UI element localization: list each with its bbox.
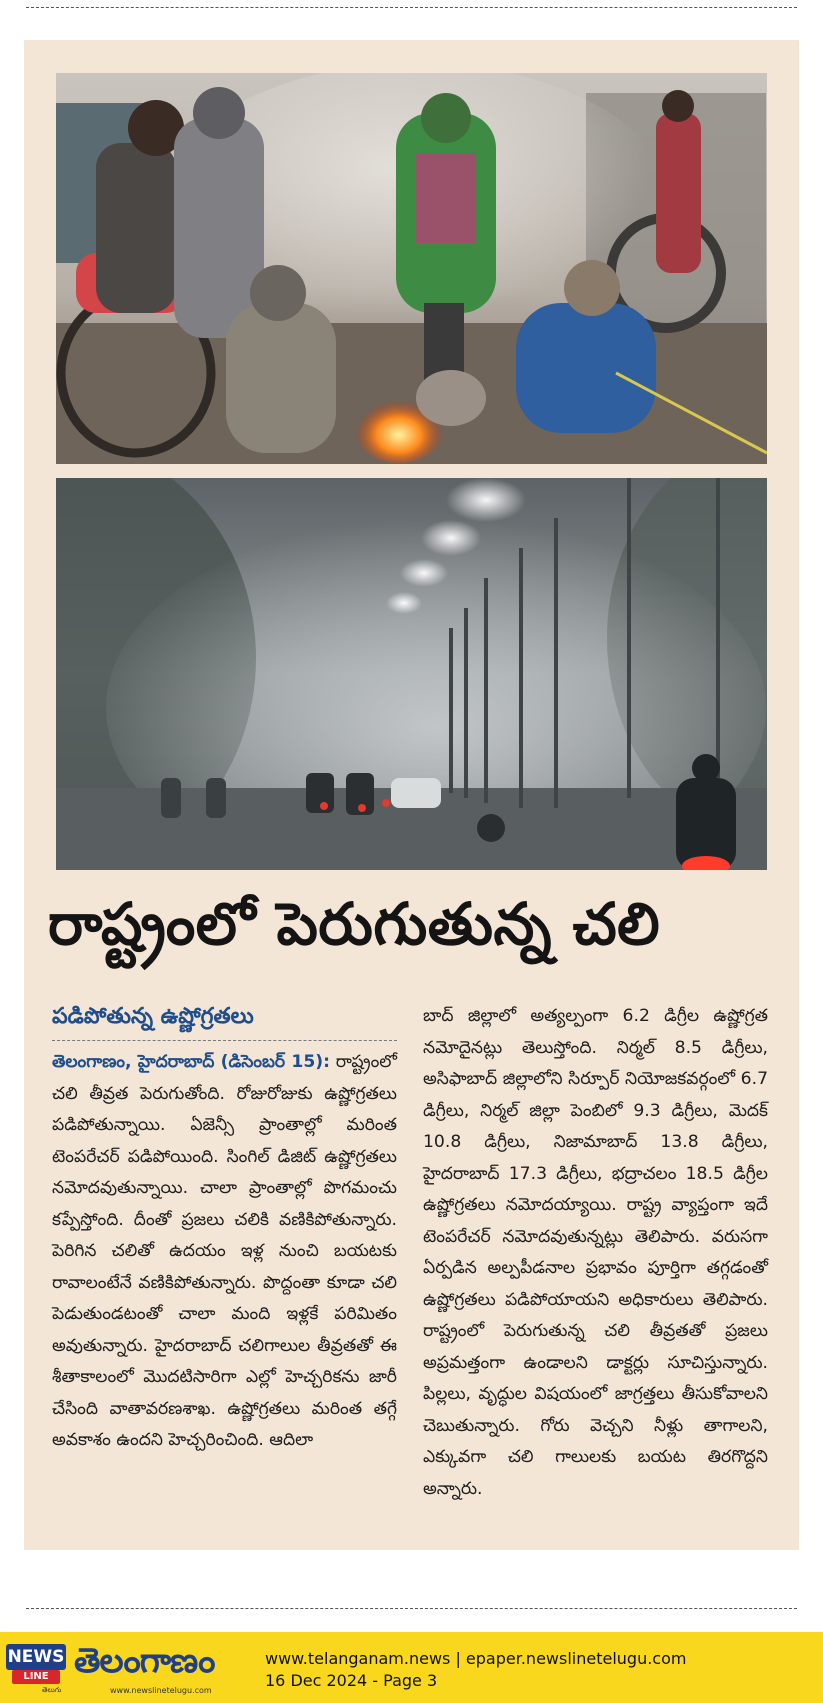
article-headline: రాష్ట్రంలో పెరుగుతున్న చలి (48, 890, 661, 958)
photo-foggy-road (56, 478, 767, 870)
photo-people-around-fire (56, 73, 767, 464)
brand-url: www.newslinetelugu.com (110, 1686, 212, 1695)
bottom-dashed-divider (26, 1608, 797, 1609)
article-column-right (423, 1001, 768, 1505)
right-column-text (423, 1001, 768, 1505)
footer-date-page: 16 Dec 2024 - Page 3 (265, 1671, 438, 1690)
footer-bar (0, 1632, 823, 1703)
dateline: తెలంగాణం, హైదరాబాద్ (డిసెంబర్ 15): (52, 1052, 331, 1072)
logo-subtitle: తెలుగు (42, 1686, 62, 1694)
left-column-text (52, 1047, 397, 1457)
logo-news-text: NEWS (6, 1644, 66, 1670)
article-subheading: పడిపోతున్న ఉష్ణోగ్రతలు (52, 1000, 397, 1041)
left-paragraph (52, 1047, 397, 1457)
article-card (24, 40, 799, 1550)
top-dashed-divider (26, 7, 797, 8)
footer-websites: www.telanganam.news | epaper.newslinetelugu.com (265, 1649, 687, 1668)
newsline-logo (6, 1644, 66, 1692)
telanganam-brand: తెలంగాణం (74, 1641, 215, 1681)
right-body: బాద్ జిల్లాలో అత్యల్పంగా 6.2 డిగ్రీల ఉష్ణోగ్రత నమోదైనట్లు తెలుస్తోంది. నిర్మల్ 8.5 డిగ్రీలు, అసిఫాబాద్ జిల్లాలోని సిర్పూర్ నియోజకవర్గంలో 6.7 డిగ్రీలు, నిర్మల్ జిల్లా పెంబిలో 9.3 డిగ్రీలు, మెదక్ 10.8 డిగ్రీలు, నిజామాబాద్ 13.8 డిగ్రీలు, హైదరాబాద్ 17.3 డిగ్రీలు, భద్రాచలం 18.5 డిగ్రీల ఉష్ణోగ్రతలు నమోదయ్యాయి. రాష్ట్ర వ్యాప్తంగా ఇదే టెంపరేచర్ నమోదవుతున్నట్లు తెలిపారు. వరుసగా ఏర్పడిన అల్పపీడనాల ప్రభావం పూర్తిగా తగ్గడంతో ఉష్ణోగ్రతలు పడిపోయాయని అధికారులు తెలిపారు. రాష్ట్రంలో పెరుగుతున్న చలి తీవ్రతతో ప్రజలు అప్రమత్తంగా ఉండాలని డాక్టర్లు సూచిస్తున్నారు. పిల్లలు, వృద్ధుల విషయంలో జాగ్రత్తలు తీసుకోవాలని చెబుతున్నారు. గోరు వెచ్చని నీళ్లు తాగాలని, ఎక్కువగా చలి గాలులకు బయట తిరగొద్దని అన్నారు. (423, 1006, 768, 1499)
article-column-left (52, 1000, 397, 1457)
logo-line-text: LINE (12, 1670, 60, 1684)
left-body: రాష్ట్రంలో చలి తీవ్రత పెరుగుతోంది. రోజురోజుకు ఉష్ణోగ్రతలు పడిపోతున్నాయి. ఏజెన్సీ ప్రాంతాల్లో మరింత టెంపరేచర్ పడిపోయింది. సింగిల్ డిజిట్ ఉష్ణోగ్రతలు నమోదవుతున్నాయి. చాలా ప్రాంతాల్లో పొగమంచు కప్పేస్తోంది. దీంతో ప్రజలు చలికి వణికిపోతున్నారు. పెరిగిన చలితో ఉదయం ఇళ్ల నుంచి బయటకు రావాలంటేనే వణికిపోతున్నారు. పొద్దంతా కూడా చలి పెడుతుండటంతో చాలా మంది ఇళ్లకే పరిమితం అవుతున్నారు. హైదరాబాద్ చలిగాలుల తీవ్రతతో ఈ శీతాకాలంలో మొదటిసారిగా ఎల్లో హెచ్చరికను జారీ చేసింది వాతావరణశాఖ. ఉష్ణోగ్రతలు మరింత తగ్గే అవకాశం ఉందని హెచ్చరించింది. ఆదిలా (52, 1052, 397, 1450)
